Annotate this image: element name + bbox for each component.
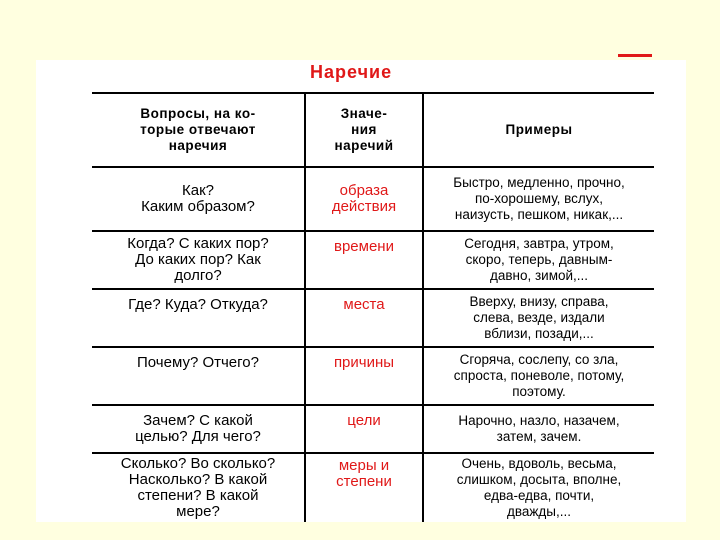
row-question: Сколько? Во сколько? Насколько? В какой степени? В какой мере?	[120, 455, 276, 520]
row-examples: Сегодня, завтра, утром, скоро, теперь, давным- давно, зимой,...	[464, 236, 614, 283]
header-questions: Вопросы, на ко- торые отвечают наречия	[140, 106, 256, 153]
row-meaning: меры и степени	[336, 457, 392, 490]
row-examples: Сгоряча, сослепу, со зла, спроста, поневоле, потому, поэтому.	[453, 352, 625, 399]
decorative-mark	[618, 54, 652, 57]
row-question: Зачем? С какой целью? Для чего?	[135, 412, 261, 445]
page-title: Наречие	[310, 62, 393, 82]
row-meaning: причины	[333, 354, 395, 371]
row-question: Где? Куда? Откуда?	[128, 296, 268, 313]
row-question: Когда? С каких пор? До каких пор? Как долго?	[127, 235, 269, 284]
row-meaning: места	[343, 296, 385, 313]
row-question: Почему? Отчего?	[137, 354, 259, 371]
header-meanings: Значе- ния наречий	[334, 106, 394, 153]
adverb-table-sheet	[36, 60, 686, 522]
row-meaning: образа действия	[331, 182, 397, 215]
row-examples: Вверху, внизу, справа, слева, везде, издали вблизи, позади,...	[469, 294, 609, 341]
row-question: Как? Каким образом?	[141, 182, 255, 215]
header-examples: Примеры	[505, 122, 573, 137]
row-examples: Быстро, медленно, прочно, по-хорошему, вслух, наизусть, пешком, никак,...	[453, 175, 625, 222]
row-examples: Нарочно, назло, назачем, затем, зачем.	[458, 413, 620, 444]
row-meaning: времени	[334, 238, 394, 255]
row-examples: Очень, вдоволь, весьма, слишком, досыта, вполне, едва-едва, почти, дважды,...	[456, 456, 622, 519]
row-meaning: цели	[347, 412, 381, 429]
